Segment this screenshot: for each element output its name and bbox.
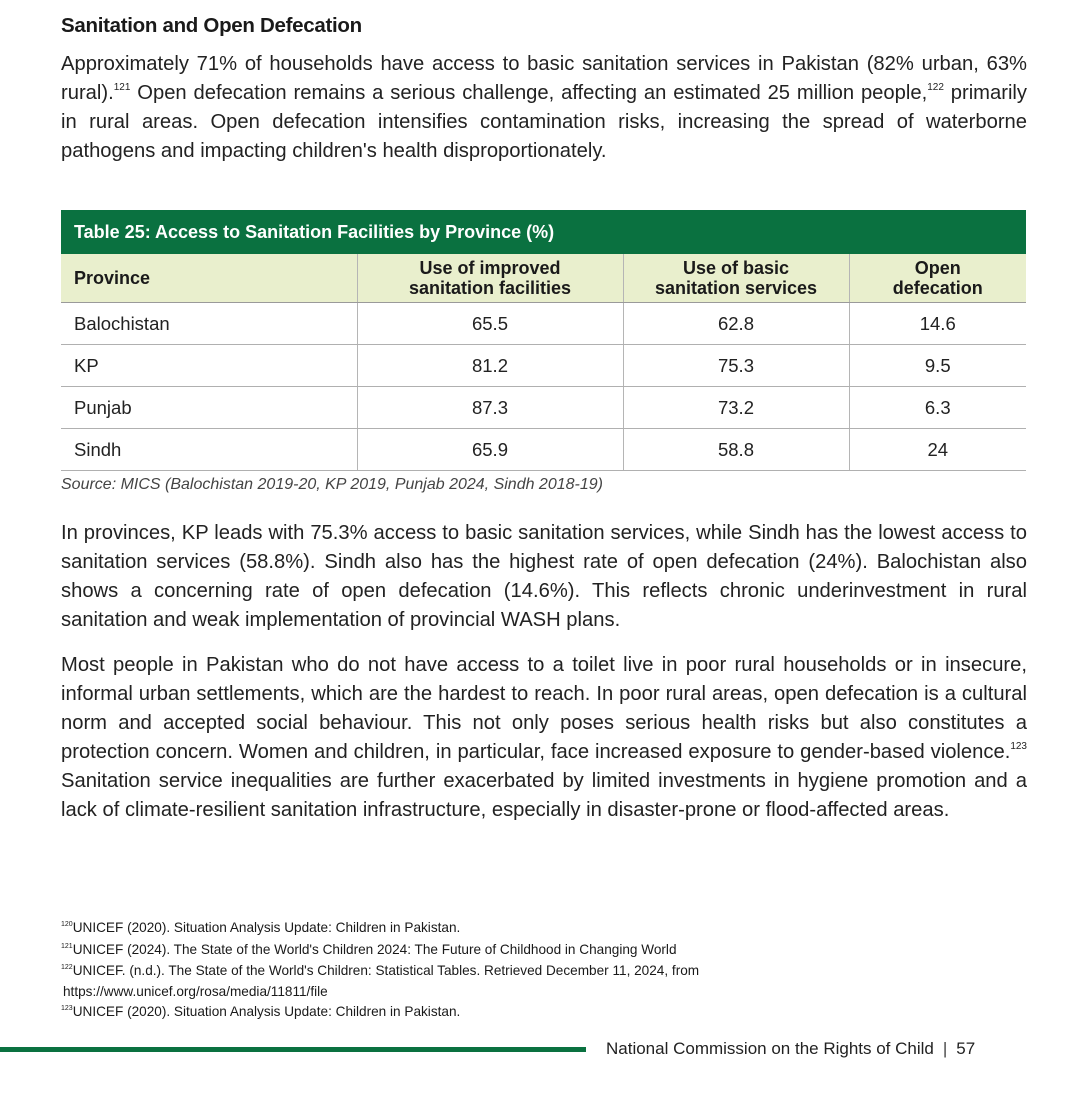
cell-open-defecation: 6.3: [849, 387, 1026, 429]
table-row: [61, 387, 1026, 429]
footnote-ref-123: 123: [1010, 741, 1027, 752]
context-text-2: Sanitation service inequalities are further exacerbated by limited investments in hygiene promotion and a lack of climate-resilient sanitation infrastructure, especially in disaster-prone or flood-affected areas.: [61, 770, 1027, 821]
cell-open-defecation: 24: [849, 429, 1026, 471]
footnote: [61, 1002, 1027, 1022]
footnote-number: 122: [61, 964, 73, 971]
footnote-number: 121: [61, 943, 73, 950]
footnote-number: 123: [61, 1005, 73, 1012]
col-header-improved: Use of improved sanitation facilities: [357, 254, 623, 303]
intro-text-2: Open defecation remains a serious challenge, affecting an estimated 25 million people,: [130, 82, 928, 104]
cell-basic: 58.8: [623, 429, 849, 471]
table-row: [61, 303, 1026, 345]
cell-improved: 65.9: [357, 429, 623, 471]
col-header-basic: Use of basic sanitation services: [623, 254, 849, 303]
col-header-province: Province: [61, 254, 357, 303]
footnote-number: 120: [61, 921, 73, 928]
cell-open-defecation: 14.6: [849, 303, 1026, 345]
cell-basic: 75.3: [623, 345, 849, 387]
footnote: [61, 940, 1027, 960]
cell-basic: 62.8: [623, 303, 849, 345]
footnote-text: UNICEF (2020). Situation Analysis Update: Children in Pakistan.: [72, 920, 461, 935]
cell-province: KP: [61, 345, 357, 387]
intro-text-3: primarily in rural areas. Open defecation intensifies contamination risks, increasing the spread of waterborne pathogens and impacting children's health disproportionately.: [61, 82, 1028, 162]
cell-improved: 65.5: [357, 303, 623, 345]
context-text-1: Most people in Pakistan who do not have access to a toilet live in poor rural households or in insecure, informal urban settlements, which are the hardest to reach. In poor rural areas, open defecation is a cultural norm and accepted social behaviour. This not only poses serious health risks but also constitutes a protection concern. Women and children, in particular, face increased exposure to gender-based violence.: [61, 654, 1027, 763]
cell-improved: 87.3: [357, 387, 623, 429]
page-footer: [606, 1039, 975, 1059]
intro-paragraph: [61, 50, 1027, 166]
table-title: Table 25: Access to Sanitation Facilities by Province (%): [61, 210, 1026, 254]
context-paragraph: [61, 651, 1027, 825]
sanitation-table: [61, 210, 1026, 471]
cell-province: Balochistan: [61, 303, 357, 345]
cell-improved: 81.2: [357, 345, 623, 387]
col-header-open-defecation: Open defecation: [849, 254, 1026, 303]
analysis-paragraph: In provinces, KP leads with 75.3% access to basic sanitation services, while Sindh has the lowest access to sanitation services (58.8%). Sindh also has the highest rate of open defecation (24%). Balochistan also shows a concerning rate of open defecation (14.6%). This reflects chronic underinvestment in rural sanitation and weak implementation of provincial WASH plans.: [61, 522, 1027, 631]
footnote: [61, 918, 1027, 938]
footnote-text: UNICEF (2024). The State of the World's Children 2024: The Future of Childhood in Changing World: [72, 942, 677, 957]
cell-open-defecation: 9.5: [849, 345, 1026, 387]
page-number: 57: [956, 1039, 976, 1058]
footnote: [61, 961, 1027, 981]
footer-org: National Commission on the Rights of Child: [606, 1039, 934, 1058]
footer-rule: [0, 1047, 586, 1052]
footer-separator: |: [942, 1039, 948, 1058]
cell-province: Sindh: [61, 429, 357, 471]
table-source: Source: MICS (Balochistan 2019-20, KP 2019, Punjab 2024, Sindh 2018-19): [61, 476, 603, 493]
cell-province: Punjab: [61, 387, 357, 429]
table-row: [61, 429, 1026, 471]
footnote-ref-121: 121: [113, 82, 131, 93]
intro-text-1: Approximately 71% of households have access to basic sanitation services in Pakistan (82% urban, 63% rural).: [61, 53, 1027, 104]
footnote-text: UNICEF. (n.d.). The State of the World's Children: Statistical Tables. Retrieved December 11, 2024, from: [72, 963, 700, 978]
table-header-row: [61, 254, 1026, 303]
table-grid: [61, 254, 1026, 471]
cell-basic: 73.2: [623, 387, 849, 429]
section-title: Sanitation and Open Defecation: [61, 14, 362, 37]
table-row: [61, 345, 1026, 387]
footnote-text: UNICEF (2020). Situation Analysis Update: Children in Pakistan.: [72, 1004, 461, 1019]
footnote-link[interactable]: https://www.unicef.org/rosa/media/11811/file: [63, 984, 328, 999]
footnote-ref-122: 122: [927, 82, 944, 93]
